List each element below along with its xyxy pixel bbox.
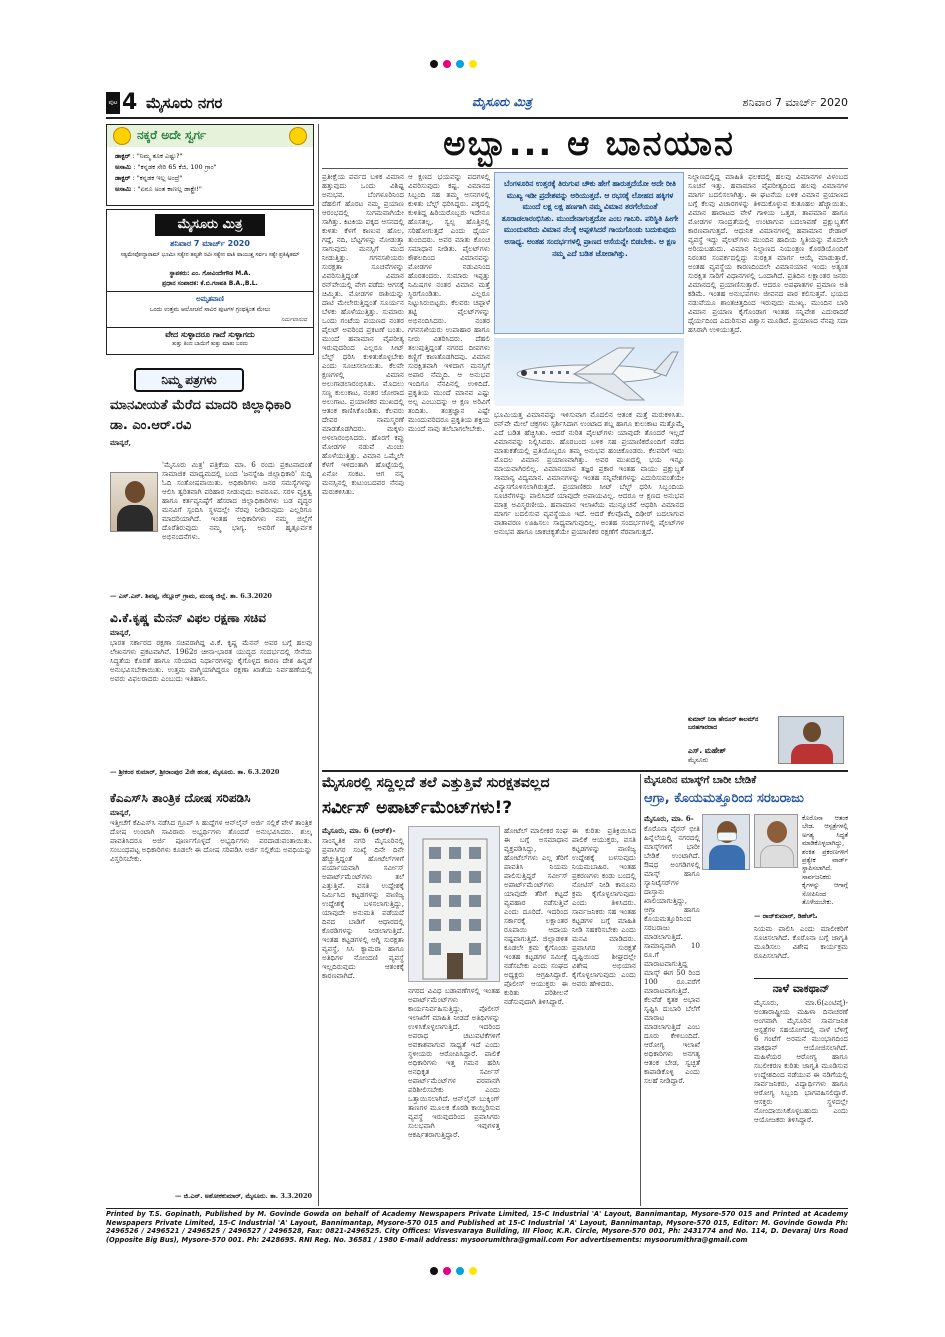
editorial-headline: ಅಬ್ಬಾ... ಆ ಬಾನಯಾನ: [443, 124, 735, 164]
reg-mark-yellow: [469, 60, 477, 68]
reg-mark-cyan: [456, 60, 464, 68]
column-divider: [640, 774, 641, 1206]
joke-lines: [115, 151, 310, 195]
author-name: ಎಸ್. ಮಹೇಶ್: [688, 746, 727, 755]
person-body-icon: [117, 505, 153, 531]
reg-mark-cyan: [456, 1267, 464, 1275]
thought-title: ಅಮೃತವಾಣಿ: [196, 295, 224, 303]
editorial-col-1: ಪ್ರತೀಕ್ಷೆಯ ಪರ್ವದ ಬಳಿಕ ವಿಮಾನ ಹತ್ತುವುದು ಒಂದು ವಿಶಿಷ್ಟ ಅನುಭವ. ಬೆಂಗಳೂರಿನಿಂದ ದೆಹಲಿಗೆ ಹೊರಟ ನಮ್ಮ ಪ್ರಯಾಣ ಆರಂಭದಲ್ಲಿ ಸುಗಮವಾಗಿಯೇ ಸಾಗಿತ್ತು. ಕಿಟಕಿಯ ಪಕ್ಕದ ಆಸನದಲ್ಲಿ ಕುಳಿತು ಕೆಳಗೆ ಕಾಣುವ ಹೊಲ, ಗದ್ದೆ, ನದಿ, ಬೆಟ್ಟಗಳನ್ನು ನೋಡುತ್ತಾ ಸಾಗುವುದು ಮನಸ್ಸಿಗೆ ಮುದ ನೀಡುತ್ತಿತ್ತು. ಗಗನಸಖಿಯರು ಸುರಕ್ಷತಾ ಸೂಚನೆಗಳನ್ನು ವಿವರಿಸುತ್ತಿದ್ದಂತೆ ವಿಮಾನ ರನ್‌ವೇಯಲ್ಲಿ ವೇಗ ಪಡೆದು ಆಗಸಕ್ಕೆ ಚಿಮ್ಮಿತು. ಮೋಡಗಳ ರಾಶಿಯನ್ನು ದಾಟಿ ಮೇಲೇರುತ್ತಿದ್ದಂತೆ ಸೂರ್ಯನ ಬೆಳಕು ಹೊಳೆಯುತ್ತಿತ್ತು. ಸುಮಾರು ಒಂದು ಗಂಟೆಯ ಪಯಣದ ನಂತರ ಪೈಲಟ್‌ ಅವರಿಂದ ಪ್ರಕಟಣೆ ಬಂತು. ಮುಂದೆ ಹವಾಮಾನ ವೈಪರೀತ್ಯ ಇರುವುದರಿಂದ ಎಲ್ಲರೂ ಸೀಟ್ ಬೆಲ್ಟ್ ಧರಿಸಿ ಕುಳಿತುಕೊಳ್ಳಬೇಕು ಎಂದು ಸೂಚಿಸಲಾಯಿತು. ಕೆಲವೇ ಕ್ಷಣಗಳಲ್ಲಿ ವಿಮಾನ ಅಲುಗಾಡಲಾರಂಭಿಸಿತು. ಮೊದಲು ಸಣ್ಣ ಕುಲುಕಾಟ, ನಂತರ ಜೋರಾದ ಅಲುಗಾಟ. ಪ್ರಯಾಣಿಕರ ಮುಖದಲ್ಲಿ ಆತಂಕ ಕಾಣಿಸಿಕೊಂಡಿತು. ಕೆಲವರು ದೇವರ ನಾಮಸ್ಮರಣೆ ಮಾಡತೊಡಗಿದರು. ಮಕ್ಕಳು ಅಳಲಾರಂಭಿಸಿದರು. ಹೊರಗೆ ಕಪ್ಪು ಮೋಡಗಳ ನಡುವೆ ಮಿಂಚು ಹೊಳೆಯುತ್ತಿತ್ತು. ವಿಮಾನ ಒಮ್ಮೆಲೇ ಕೆಳಗೆ ಇಳಿದಂತಾಗಿ ಹೊಟ್ಟೆಯಲ್ಲಿ ಏನೋ ಸಂಕಟ. ಆಗ ನನ್ನ ಮನಸ್ಸಿನಲ್ಲಿ ಕುಟುಂಬದವರ ನೆನಪು ಮರುಕಳಿಸಿತು.: [322, 172, 404, 496]
story2-col-2: ನಗರದ ವಿವಿಧ ಬಡಾವಣೆಗಳಲ್ಲಿ ಇಂತಹ ಅಪಾರ್ಟ್‌ಮೆಂಟ್‌ಗಳು ಕಾರ್ಯನಿರ್ವಹಿಸುತ್ತಿದ್ದು, ಪೊಲೀಸ್ ಇಲಾಖೆಗೆ ಮಾಹಿತಿ ನೀಡದೆ ಅತಿಥಿಗಳನ್ನು ಉಳಿಸಿಕೊಳ್ಳಲಾಗುತ್ತಿದೆ. ಇದರಿಂದ ಅಪರಾಧ ಚಟುವಟಿಕೆಗಳಿಗೆ ಅವಕಾಶವಾಗುವ ಸಾಧ್ಯತೆ ಇದೆ ಎಂದು ಸ್ಥಳೀಯರು ಆರೋಪಿಸಿದ್ದಾರೆ. ಪಾಲಿಕೆ ಅಧಿಕಾರಿಗಳು ಇತ್ತ ಗಮನ ಹರಿಸಿ ಅನಧಿಕೃತ ಸರ್ವೀಸ್ ಅಪಾರ್ಟ್‌ಮೆಂಟ್‌ಗಳ ಪರವಾನಗಿ ಪರಿಶೀಲಿಸಬೇಕು ಎಂದು ಒತ್ತಾಯಿಸಲಾಗಿದೆ. ಆನ್‌ಲೈನ್ ಬುಕ್ಕಿಂಗ್ ತಾಣಗಳ ಮೂಲಕ ಕೊಠಡಿ ಕಾಯ್ದಿರಿಸುವ ವ್ಯವಸ್ಥೆ ಇರುವುದರಿಂದ ಪ್ರವಾಸಿಗರು ಸುಲಭವಾಗಿ ಇವುಗಳತ್ತ ಆಕರ್ಷಿತರಾಗುತ್ತಿದ್ದಾರೆ.: [408, 986, 500, 1139]
airplane-photo: [494, 338, 684, 406]
nameplate-founder: ಸ್ಥಾಪಕರು: ಎಂ. ಗೋವಿಂದೇಗೌಡ M.A.: [169, 270, 251, 277]
masthead-paper-name: ಮೈಸೂರು ಮಿತ್ರ: [472, 95, 532, 109]
story3-body-col: [702, 874, 750, 1204]
letter-2-signature: — ಶ್ರೀಕಂಠ ಕುಮಾರ್, ಶ್ರೀರಾಂಪುರ 2ನೇ ಹಂತ, ಮೈಸೂರು. ತಾ. 6.3.2020: [110, 768, 280, 776]
story3-dateline: ಮೈಸೂರು, ಮಾ. 6-: [644, 814, 694, 823]
imprint-rule: [106, 1208, 848, 1209]
person-body-icon: [709, 845, 745, 870]
masthead-rule: [106, 117, 848, 119]
story2-kicker: ಮೈಸೂರಲ್ಲಿ ಸದ್ದಿಲ್ಲದೆ ತಲೆ ಎತ್ತುತ್ತಿವೆ ಸುರಕ್ಷತವಲ್ಲದ: [322, 775, 550, 791]
letter-1-signature: — ಎಸ್.ಎನ್. ಶಿವಪ್ಪ, ನೆಲ್ಲೂರ್ ಗ್ರಾಮ, ಮಂಡ್ಯ ಜಿಲ್ಲೆ. ತಾ. 6.3.2020: [110, 592, 272, 600]
page-number: 4: [122, 90, 138, 115]
story4-headline: ನಾಳೆ ವಾಕಥಾನ್: [772, 982, 830, 995]
person-head-icon: [803, 722, 821, 742]
airplane-icon: [494, 338, 684, 406]
thought-text: ಒಂದು ಉತ್ತಮ ಆಲೋಚನೆ ಸಾವಿರ ಪುಟಗಳ ಗ್ರಂಥಕ್ಕಿಂತ ಮೇಲು: [149, 306, 271, 313]
joke-line: ಡಾಕ್ಟರ್ : "ಕನ್ನಡಕ ಇಲ್ಲ ಅಂದ್ರೆ": [115, 174, 183, 182]
letter-1-greeting: ಮಾನ್ಯರೆ,: [110, 438, 131, 447]
story2-col-4: ಈ ಕುರಿತು ಪ್ರತಿಕ್ರಿಯಿಸಿದ ಪಾಲಿಕೆ ಆಯುಕ್ತರು, ವಸತಿ ಕಟ್ಟಡಗಳನ್ನು ವಾಣಿಜ್ಯ ಉದ್ದೇಶಕ್ಕೆ ಬಳಸುವುದು ನಿಯಮಬಾಹಿರ. ಇಂತಹ ಪ್ರಕರಣಗಳು ಕಂಡು ಬಂದಲ್ಲಿ ನೋಟಿಸ್ ನೀಡಿ ಕಾನೂನು ಕ್ರಮ ಕೈಗೊಳ್ಳಲಾಗುವುದು ಎಂದು ತಿಳಿಸಿದರು. ಸಾರ್ವಜನಿಕರು ಸಹ ಇಂತಹ ಕಟ್ಟಡಗಳ ಬಗ್ಗೆ ಮಾಹಿತಿ ನೀಡಿ ಸಹಕರಿಸಬೇಕು ಎಂದು ಮನವಿ ಮಾಡಿದರು. ಪ್ರವಾಸಿಗರ ಸುರಕ್ಷತೆ ದೃಷ್ಟಿಯಿಂದ ಶೀಘ್ರದಲ್ಲೇ ವಿಶೇಷ ಅಭಿಯಾನ ಕೈಗೊಳ್ಳಲಾಗುವುದು ಎಂದು ಅವರು ಹೇಳಿದರು.: [572, 826, 636, 988]
author-kicker: ಕುಮಾರ್ ನಿರಾ ಹೇರೂರ್ ಕಾಲಮ್‌ನ ಬರಹಗಾರರಾದ: [688, 716, 759, 731]
editorial-col-3: ಭೂಮಿಯತ್ತ ವಿಮಾನವನ್ನು ಇಳಿಸುವಾಗ ಮೊದಲಿನ ಆತಂಕ ಮತ್ತೆ ಮರುಕಳಿಸಿತು. ರನ್‌ವೇ ಮೇಲೆ ಚಕ್ರಗಳು ಸ್ಪರ್ಶಿಸಿದಾಗ ಉಂಟಾದ ಶಬ್ದ ಹಾಗೂ ಕುಲುಕಾಟ ಮತ್ತೊಮ್ಮೆ ಎದೆ ಬಡಿತ ಹೆಚ್ಚಿಸಿತು. ಆದರೆ ನುರಿತ ಪೈಲಟ್‌ಗಳು ಯಾವುದೇ ತೊಂದರೆ ಇಲ್ಲದೆ ವಿಮಾನವನ್ನು ನಿಲ್ಲಿಸಿದರು. ಹೊರಬಂದ ಬಳಿಕ ಸಹ ಪ್ರಯಾಣಿಕರೊಂದಿಗೆ ನಡೆದ ಮಾತುಕತೆಯಲ್ಲಿ ಪ್ರತಿಯೊಬ್ಬರೂ ತಮ್ಮ ಅನುಭವ ಹಂಚಿಕೊಂಡರು. ಕೆಲವರಿಗೆ ಇದು ಮೊದಲ ವಿಮಾನ ಪ್ರಯಾಣವಾಗಿತ್ತು. ಅವರ ಮುಖದಲ್ಲಿ ಭಯ ಇನ್ನೂ ಮಾಯವಾಗಿರಲಿಲ್ಲ. ವಿಮಾನಯಾನ ತಜ್ಞರ ಪ್ರಕಾರ ಇಂತಹ ವಾಯು ಪ್ರಕ್ಷುಬ್ಧತೆ ಸಾಮಾನ್ಯ ವಿದ್ಯಮಾನ. ವಿಮಾನಗಳನ್ನು ಇಂತಹ ಸನ್ನಿವೇಶಗಳನ್ನು ಎದುರಿಸುವಂತೆಯೇ ವಿನ್ಯಾಸಗೊಳಿಸಲಾಗಿರುತ್ತದೆ. ಪ್ರಯಾಣಿಕರು ಸೀಟ್ ಬೆಲ್ಟ್ ಧರಿಸಿ ಸಿಬ್ಬಂದಿಯ ಸೂಚನೆಗಳನ್ನು ಪಾಲಿಸಿದರೆ ಯಾವುದೇ ಅಪಾಯವಿಲ್ಲ. ಆದರೂ ಆ ಕ್ಷಣದ ಅನುಭವ ಮಾತ್ರ ಅವಿಸ್ಮರಣೀಯ. ಹವಾಮಾನ ಇಲಾಖೆಯ ಮುನ್ಸೂಚನೆ ಆಧರಿಸಿ ವಿಮಾನದ ಮಾರ್ಗ ಬದಲಿಸುವ ವ್ಯವಸ್ಥೆಯೂ ಇದೆ. ಆದರೆ ಕೆಲವೊಮ್ಮೆ ದಿಢೀರ್ ಬದಲಾಗುವ ವಾತಾವರಣ ಊಹಿಸಲು ಸಾಧ್ಯವಾಗುವುದಿಲ್ಲ. ಅಂತಹ ಸಂದರ್ಭಗಳಲ್ಲಿ ಪೈಲಟ್‌ಗಳ ಅನುಭವ ಹಾಗೂ ಚಾಕಚಕ್ಯತೆಯೇ ಪ್ರಯಾಣಿಕರ ರಕ್ಷಣೆಗೆ ನೆರವಾಗುತ್ತದೆ.: [494, 410, 684, 536]
letter-3-greeting: ಮಾನ್ಯರೆ,: [110, 808, 131, 817]
thought-author: ನಿರ್ಮಲಾನಂದ: [281, 317, 307, 323]
joke-line: ಅಸಾಮಿ : "ಏನೂ ಅಂತ ಕಾಣಲ್ಲ ಡಾಕ್ಟ್ರೇ!": [115, 185, 202, 193]
pull-quote-box: [494, 172, 684, 334]
pull-quote-text: ಬೆಂಗಳೂರಿನ ಉತ್ತರಕ್ಕೆ ತಿರುಗುವ ಚೌಕು ಹೇಗೆ ಹಾರುತ್ತದೆಯೋ ಅದೇ ರೀತಿ ಮುಖ್ಯ ಇಡೀ ಪ್ರದೇಶವನ್ನು ಅರಿಯುತ್ತದೆ. ಆ ರಭಸಕ್ಕೆ ಲೋಹದ ಹಕ್ಕಿಗಳ ಮುಂದೆ ಲಕ್ಷ ಲಕ್ಷ ಹಣಗಾಗಿ ನಮ್ಮ ವಿಮಾನ ತರಗೆಲೆಯಂತೆ ತೂರಾಡಲಾರಂಭಿಸಿತು. ಮುಂದೇನಾಗುತ್ತದೋ ಎಂಬ ಗಾಬರಿ. ಪರಿಸ್ಥಿತಿ ಹೀಗೇ ಮುಂದುವರಿದು ವಿಮಾನ ನೆಲಕ್ಕೆ ಅಪ್ಪಳಿಸಿದರೆ ಗಾಯಗೊಂಡು ಬದುಕುವುದು ಅಸಾಧ್ಯ. ಅಂತಹ ಸಂದರ್ಭಗಳಲ್ಲಿ ಪ್ರಾಣದ ಆಸೆಯನ್ನೇ ಬಿಡಬೇಕು. ಆ ಕ್ಷಣ ನಮ್ಮ ಎದೆ ಬಡಿತ ಜೋರಾಗಿತ್ತು.: [501, 179, 679, 258]
nameplate-divider: [107, 291, 313, 292]
story4-body: ಮೈಸೂರು, ಮಾ.6(ಎಂಟಿವೈ)- ಅಂತಾರಾಷ್ಟ್ರೀಯ ಮಹಿಳಾ ದಿನಾಚರಣೆ ಅಂಗವಾಗಿ ಮೈಸೂರಿನ ಸಾರ್ವಜನಿಕ ಆಸ್ಪತ್ರೆಗಳ ಸಹಯೋಗದಲ್ಲಿ ನಾಳೆ ಬೆಳಿಗ್ಗೆ 6 ಗಂಟೆಗೆ ಅರಮನೆ ಮುಂಭಾಗದಿಂದ ವಾಕಥಾನ್ ಆಯೋಜಿಸಲಾಗಿದೆ. ಮಹಿಳೆಯರ ಆರೋಗ್ಯ ಹಾಗೂ ಸಬಲೀಕರಣ ಕುರಿತು ಜಾಗೃತಿ ಮೂಡಿಸುವ ಉದ್ದೇಶದಿಂದ ನಡೆಯುವ ಈ ನಡಿಗೆಯಲ್ಲಿ ಸಾರ್ವಜನಿಕರು, ವಿದ್ಯಾರ್ಥಿಗಳು ಹಾಗೂ ಆರೋಗ್ಯ ಸಿಬ್ಬಂದಿ ಭಾಗವಹಿಸಲಿದ್ದಾರೆ. ಆಸಕ್ತರು ಸ್ಥಳದಲ್ಲೇ ನೋಂದಾಯಿಸಿಕೊಳ್ಳಬಹುದು ಎಂದು ಆಯೋಜಕರು ತಿಳಿಸಿದ್ದಾರೆ.: [754, 998, 848, 1124]
laughing-face-icon: [113, 127, 131, 145]
nameplate-date: ಶನಿವಾರ 7 ಮಾರ್ಚ್ 2020: [170, 239, 250, 248]
proverb-1: ವೇದ ಸುಳ್ಳಾದರೂ ಗಾದೆ ಸುಳ್ಳಾಗದು: [165, 330, 255, 339]
imprint-text: Printed by T.S. Gopinath, Published by M. Govinde Gowda on behalf of Academy Newspapers Private Limited, 15-C Industrial 'A' Layout, Bannimantap, Mysore-570 015 and Printed at Academy Newspapers Private Limited, 15-C Industrial 'A' Layout, Bannimantap, Mysore-570 015 and Published at 15-C Industrial 'A' Layout, Bannimantap, Mysore-570 015, Editor: M. Govinde Gowda Ph: 2496526 / 2496521 / 2496525 / 2496527 / 2496528, Fax: 0821-2496525. City Offices: Visvesvaraya Building, III Floor, K.R. Circle, Mysore-570 001, Ph: 2431774 and No. 114, D. Devaraj Urs Road (Opposite Big Bus), Mysore-570 001. Ph: 2428695. RNI Reg. No. 36581 / 1980 E-mail address: mysoorumithra@gmail.com For advertisements: mysoorumithra@gmail.com: [106, 1210, 848, 1244]
story3-side-2: ನಿಯಮ ಪಾಲಿಸಿ ಎಂದು ಮಾಲೀಕರಿಗೆ ಸೂಚಿಸಲಾಗಿದೆ. ಕೊರೊನಾ ಬಗ್ಗೆ ಜಾಗೃತಿ ಮೂಡಿಸಲು ವಿಶೇಷ ಕಾರ್ಯಕ್ರಮ ರೂಪಿಸಲಾಗಿದೆ.: [754, 924, 848, 960]
reg-mark-magenta: [443, 60, 451, 68]
official-photo: [754, 814, 798, 868]
letter-2-title: ವಿ.ಕೆ.ಕೃಷ್ಣ ಮೆನನ್ ವಿಫಲ ರಕ್ಷಣಾ ಸಚಿವ: [110, 611, 266, 625]
masked-person-photo: [702, 814, 750, 870]
person-body-icon: [791, 744, 833, 764]
section-title: ಮೈಸೂರು ನಗರ: [146, 94, 223, 112]
letter-1-body: 'ಮೈಸೂರು ಮಿತ್ರ' ಪತ್ರಿಕೆಯ ಮಾ. 6 ರಂದು ಪ್ರಕಟವಾದಂತೆ ಸಾಮಾಜಿಕ ಮಾಧ್ಯಮದಲ್ಲಿ ಬಂದ 'ಜನಸ್ನೇಹಿ ಜಿಲ್ಲಾಧಿಕಾರಿ' ಸುದ್ದಿ ಓದಿ ಸಂತೋಷವಾಯಿತು. ಅಧಿಕಾರಿಗಳು ಜನರ ಸಮಸ್ಯೆಗಳನ್ನು ಆಲಿಸಿ ತ್ವರಿತವಾಗಿ ಪರಿಹಾರ ನೀಡುವುದು ಅಪರೂಪ. ಸರಳ ವ್ಯಕ್ತಿತ್ವ ಹಾಗೂ ಕರ್ತವ್ಯನಿಷ್ಠೆಗೆ ಹೆಸರಾದ ಜಿಲ್ಲಾಧಿಕಾರಿಗಳು ಬಡ ವೃದ್ಧರ ಮನವಿಗೆ ಸ್ಪಂದಿಸಿ ಸ್ಥಳದಲ್ಲೇ ನೆರವು ನೀಡಿರುವುದು ಎಲ್ಲರಿಗೂ ಮಾದರಿಯಾಗಿದೆ. ಇಂತಹ ಅಧಿಕಾರಿಗಳು ನಮ್ಮ ಜಿಲ್ಲೆಗೆ ದೊರೆತಿರುವುದು ನಮ್ಮ ಭಾಗ್ಯ. ಅವರಿಗೆ ಹೃತ್ಪೂರ್ವಕ ಅಭಿನಂದನೆಗಳು.: [162, 460, 312, 541]
nameplate-publisher: ಪ್ರಧಾನ ಸಂಪಾದಕ: ಕೆ.ಬಿ.ಗಣಪತಿ B.A.,B.L.: [162, 280, 258, 287]
letter-3-title: ಕೆಎಎಸ್‌ಸಿ ತಾಂತ್ರಿಕ ದೋಷ ಸರಿಪಡಿಸಿ: [110, 791, 251, 805]
headline-rule: [322, 168, 848, 169]
joke-line: ಡಾಕ್ಟರ್ : "ನಿಮ್ಮ ತೂಕ ಎಷ್ಟು?": [115, 152, 183, 160]
person-head-icon: [125, 481, 145, 503]
author-box: [688, 716, 848, 766]
joke-header: [107, 125, 313, 147]
person-head-icon: [767, 821, 787, 843]
letter-3-signature: — ಜಿ.ಎನ್. ಅಶೋಕಕುಮಾರ್, ಮೈಸೂರು. ತಾ. 3.3.2020: [174, 1192, 312, 1200]
author-photo: [778, 716, 844, 764]
joke-line: ಅಸಾಮಿ : "ಕನ್ನಡಕ ಸೇರಿ 65 ಕೆಜಿ, 100 ಗ್ರಾಂ": [115, 163, 217, 171]
story2-dateline: ಮೈಸೂರು, ಮಾ. 6 (ಆರ್‌ಕೆ)-: [322, 826, 396, 835]
story2-col-1: ಸಾಂಸ್ಕೃತಿಕ ನಗರಿ ಮೈಸೂರಿನಲ್ಲಿ ಪ್ರವಾಸಿಗರ ಸಂಖ್ಯೆ ದಿನೇ ದಿನೇ ಹೆಚ್ಚುತ್ತಿದ್ದಂತೆ ಹೋಟೆಲ್‌ಗಳಿಗೆ ಪರ್ಯಾಯವಾಗಿ ಸರ್ವೀಸ್ ಅಪಾರ್ಟ್‌ಮೆಂಟ್‌ಗಳು ತಲೆ ಎತ್ತುತ್ತಿವೆ. ವಸತಿ ಉದ್ದೇಶಕ್ಕೆ ನಿರ್ಮಿಸಿದ ಕಟ್ಟಡಗಳನ್ನು ವಾಣಿಜ್ಯ ಉದ್ದೇಶಕ್ಕೆ ಬಳಸಲಾಗುತ್ತಿದ್ದು, ಯಾವುದೇ ಅನುಮತಿ ಪಡೆಯದೆ ದಿನದ ಬಾಡಿಗೆ ಆಧಾರದಲ್ಲಿ ಕೊಠಡಿಗಳನ್ನು ನೀಡಲಾಗುತ್ತಿದೆ. ಇಂತಹ ಕಟ್ಟಡಗಳಲ್ಲಿ ಅಗ್ನಿ ಸುರಕ್ಷತಾ ವ್ಯವಸ್ಥೆ, ಸಿಸಿ ಕ್ಯಾಮರಾ ಹಾಗೂ ಅತಿಥಿಗಳ ನೋಂದಣಿ ವ್ಯವಸ್ಥೆ ಇಲ್ಲದಿರುವುದು ಆತಂಕಕ್ಕೆ ಕಾರಣವಾಗಿದೆ.: [322, 836, 404, 980]
story4-rule: [754, 978, 848, 979]
letter-1-photo: [110, 472, 158, 532]
letters-header: [106, 368, 314, 394]
letters-title-banner: ನಿಮ್ಮ ಪತ್ರಗಳು: [134, 368, 244, 392]
story3-body: ಕೊರೊನಾ ವೈರಸ್ ಭೀತಿ ಹಿನ್ನೆಲೆಯಲ್ಲಿ ನಗರದಲ್ಲಿ ಮಾಸ್ಕ್‌ಗಳಿಗೆ ಭಾರೀ ಬೇಡಿಕೆ ಉಂಟಾಗಿದೆ. ಔಷಧ ಅಂಗಡಿಗಳಲ್ಲಿ ಮಾಸ್ಕ್ ಹಾಗೂ ಸ್ಯಾನಿಟೈಸರ್‌ಗಳ ದಾಸ್ತಾನು ಖಾಲಿಯಾಗುತ್ತಿದ್ದು, ಆಗ್ರಾ ಹಾಗೂ ಕೊಯಮತ್ತೂರಿನಿಂದ ಸರಬರಾಜು ಮಾಡಲಾಗುತ್ತಿದೆ. ಸಾಮಾನ್ಯವಾಗಿ 10 ರೂ.ಗೆ ಮಾರಾಟವಾಗುತ್ತಿದ್ದ ಮಾಸ್ಕ್ ಈಗ 50 ರಿಂದ 100 ರೂ.ವರೆಗೆ ಮಾರಾಟವಾಗುತ್ತಿದೆ. ಕೆಲವೆಡೆ ಕೃತಕ ಅಭಾವ ಸೃಷ್ಟಿಸಿ ದುಬಾರಿ ಬೆಲೆಗೆ ಮಾರಾಟ ಮಾಡಲಾಗುತ್ತಿದೆ ಎಂಬ ದೂರು ಕೇಳಿಬಂದಿದೆ. ಆರೋಗ್ಯ ಇಲಾಖೆ ಅಧಿಕಾರಿಗಳು ಅನಗತ್ಯ ಆತಂಕ ಬೇಡ, ಸ್ವಚ್ಛತೆ ಕಾಪಾಡಿಕೊಳ್ಳಿ ಎಂದು ಸಲಹೆ ನೀಡಿದ್ದಾರೆ.: [644, 824, 700, 1085]
person-body-icon: [760, 845, 794, 868]
story3-kicker: ಮೈಸೂರಿನ ಮಾಸ್ಕ್‌ಗೆ ಬಾರೀ ಬೇಡಿಕೆ: [644, 775, 757, 786]
face-mask-icon: [717, 832, 737, 841]
letter-1: [106, 396, 314, 447]
story3-side-sign: — ರಾಜ್‌ಕುಮಾರ್, ಡಿಹೆಚ್‌ಓ: [754, 912, 818, 920]
letter-1-title: ಮಾನವೀಯತೆ ಮೆರೆದ ಮಾದರಿ ಜಿಲ್ಲಾಧಿಕಾರಿ ಡಾ. ಎಂ.ಆರ್.ರವಿ: [110, 398, 292, 433]
proverb-2: ತುತ್ತು ತಿಂದ ಬಾಯಿಗೆ ತುತ್ತು ಮಾತು ಬರದು: [172, 341, 248, 347]
apartment-photo: [408, 826, 500, 982]
editorial-col-4: ನಿಲ್ದಾಣದಲ್ಲಿದ್ದ ಮಾಹಿತಿ ಫಲಕದಲ್ಲಿ ಹಲವು ವಿಮಾನಗಳ ವಿಳಂಬದ ಸೂಚನೆ ಇತ್ತು. ಹವಾಮಾನ ವೈಪರೀತ್ಯದಿಂದ ಹಲವು ವಿಮಾನಗಳ ಮಾರ್ಗ ಬದಲಿಸಲಾಗಿತ್ತು. ಈ ಘಟನೆಯ ಬಳಿಕ ವಿಮಾನ ಪ್ರಯಾಣದ ಬಗ್ಗೆ ಕೆಲವು ವಿಚಾರಗಳನ್ನು ತಿಳಿದುಕೊಳ್ಳುವ ಕುತೂಹಲ ಹೆಚ್ಚಾಯಿತು. ವಿಮಾನ ಹಾರಾಟದ ವೇಳೆ ಗಾಳಿಯ ಒತ್ತಡ, ತಾಪಮಾನ ಹಾಗೂ ಮೋಡಗಳ ಸಾಂದ್ರತೆಯಲ್ಲಿ ಉಂಟಾಗುವ ಬದಲಾವಣೆ ಪ್ರಕ್ಷುಬ್ಧತೆಗೆ ಕಾರಣವಾಗುತ್ತದೆ. ಆಧುನಿಕ ವಿಮಾನಗಳಲ್ಲಿ ಹವಾಮಾನ ರೇಡಾರ್ ವ್ಯವಸ್ಥೆ ಇದ್ದು ಪೈಲಟ್‌ಗಳು ಮುಂದಿನ ಹಾದಿಯ ಸ್ಥಿತಿಯನ್ನು ಮೊದಲೇ ಅರಿಯಬಹುದು. ವಿಮಾನ ನಿಲ್ದಾಣದ ನಿಯಂತ್ರಣ ಕೊಠಡಿಯೊಂದಿಗೆ ನಿರಂತರ ಸಂಪರ್ಕದಲ್ಲಿದ್ದು ಸುರಕ್ಷಿತ ಮಾರ್ಗ ಆಯ್ಕೆ ಮಾಡುತ್ತಾರೆ. ಅಂತಹ ವ್ಯವಸ್ಥೆಯ ಕಾರಣದಿಂದಲೇ ವಿಮಾನಯಾನ ಇಂದು ಅತ್ಯಂತ ಸುರಕ್ಷಿತ ಸಾರಿಗೆ ವಿಧಾನಗಳಲ್ಲಿ ಒಂದಾಗಿದೆ. ಪ್ರತಿದಿನ ಲಕ್ಷಾಂತರ ಜನರು ವಿಮಾನದಲ್ಲಿ ಪ್ರಯಾಣಿಸುತ್ತಾರೆ. ಆದರೂ ಅಪಘಾತಗಳ ಪ್ರಮಾಣ ಅತಿ ಕಡಿಮೆ. ಇಂತಹ ಅನುಭವಗಳು ಜೀವನದ ಪಾಠ ಕಲಿಸುತ್ತವೆ. ಭಯದ ನಡುವೆಯೂ ಶಾಂತಚಿತ್ತದಿಂದ ಇರುವುದು ಮುಖ್ಯ. ಮುಂದಿನ ಬಾರಿ ವಿಮಾನ ಪ್ರಯಾಣ ಕೈಗೊಂಡಾಗ ಇಂತಹ ಸನ್ನಿವೇಶ ಎದುರಾದರೆ ಧೈರ್ಯದಿಂದ ಎದುರಿಸುವ ವಿಶ್ವಾಸ ಮೂಡಿದೆ. ಪ್ರಯಾಣದ ನೆನಪು ಸದಾ ಹಸಿರಾಗಿ ಉಳಿಯುತ್ತದೆ.: [688, 172, 848, 334]
joke-box: [106, 124, 314, 206]
story2-headline: ಸರ್ವೀಸ್ ಅಪಾರ್ಟ್‌ಮೆಂಟ್‌ಗಳು!?: [322, 798, 513, 818]
story3-side: ಕೊರೊನಾ ಆತಂಕ ಬೇಡ. ಆಸ್ಪತ್ರೆಗಳಲ್ಲಿ ಅಗತ್ಯ ಸಿದ್ಧತೆ ಮಾಡಿಕೊಳ್ಳಲಾಗಿದ್ದು, ಶಂಕಿತ ಪ್ರಕರಣಗಳಿಗೆ ಪ್ರತ್ಯೇಕ ವಾರ್ಡ್ ಸ್ಥಾಪಿಸಲಾಗಿದೆ. ಸಾರ್ವಜನಿಕರು ಕೈಗಳನ್ನು ಆಗಾಗ್ಗೆ ಸೋಪಿನಿಂದ ತೊಳೆಯಬೇಕು.: [802, 814, 848, 907]
letter-2-body: ಭಾರತ ಸರ್ಕಾರದ ರಕ್ಷಣಾ ಸಚಿವರಾಗಿದ್ದ ವಿ.ಕೆ. ಕೃಷ್ಣ ಮೆನನ್ ಅವರ ಬಗ್ಗೆ ಹಲವು ಲೇಖನಗಳು ಪ್ರಕಟವಾಗಿವೆ. 1962ರ ಚೀನಾ-ಭಾರತ ಯುದ್ಧದ ಸಂದರ್ಭದಲ್ಲಿ ಸೇನೆಯ ಸಿದ್ಧತೆಯ ಕೊರತೆ ಹಾಗೂ ಸರಿಯಾದ ನಿರ್ಧಾರಗಳನ್ನು ಕೈಗೊಳ್ಳದ ಕಾರಣ ದೇಶ ಹಿನ್ನಡೆ ಅನುಭವಿಸಬೇಕಾಯಿತು. ಉತ್ತಮ ವಾಗ್ಮಿಯಾಗಿದ್ದರೂ ರಕ್ಷಣಾ ಖಾತೆಯ ನಿರ್ವಹಣೆಯಲ್ಲಿ ಅವರು ವಿಫಲರಾದರು ಎಂಬುದು ಇತಿಹಾಸ.: [110, 638, 312, 683]
reg-mark-black: [430, 60, 438, 68]
reg-mark-black: [430, 1267, 438, 1275]
nameplate-motto: ಸತ್ಯಮೇವೋದ್ಧಾರಾಮ್ ಭೂಮಿಃ ಸತ್ಯೇನ ತಪ್ಯತೇ ರವಿಃ ಸತ್ಯೇನ ವಾತಿ ವಾಯುಶ್ಚ ಸರ್ವಂ ಸತ್ಯೇ ಪ್ರತಿಷ್ಠಿತಮ್: [120, 252, 300, 258]
joke-title: ನಕ್ಕರೆ ಅದೇ ಸ್ವರ್ಗ: [137, 128, 207, 142]
letter-2-greeting: ಮಾನ್ಯರೆ,: [110, 628, 131, 637]
building-icon: [409, 827, 501, 983]
letter-3-body: ಇತ್ತೀಚೆಗೆ ಕೆಪಿಎಸ್‌ಸಿ ನಡೆಸಿದ ಗ್ರೂಪ್ ಸಿ ಹುದ್ದೆಗಳ ಆನ್‌ಲೈನ್ ಅರ್ಜಿ ಸಲ್ಲಿಕೆ ವೇಳೆ ತಾಂತ್ರಿಕ ದೋಷ ಉಂಟಾಗಿ ಸಾವಿರಾರು ಅಭ್ಯರ್ಥಿಗಳು ತೊಂದರೆ ಅನುಭವಿಸಿದರು. ಶುಲ್ಕ ಪಾವತಿಸಿದರೂ ಅರ್ಜಿ ಪೂರ್ಣಗೊಳ್ಳದೆ ಅಭ್ಯರ್ಥಿಗಳು ಪರದಾಡುವಂತಾಯಿತು. ಸಂಬಂಧಪಟ್ಟ ಅಧಿಕಾರಿಗಳು ಕೂಡಲೇ ಈ ದೋಷ ಸರಿಪಡಿಸಿ ಅರ್ಜಿ ಸಲ್ಲಿಕೆಯ ಅವಧಿಯನ್ನು ವಿಸ್ತರಿಸಬೇಕು.: [110, 818, 312, 863]
laughing-face-icon: [289, 127, 307, 145]
page-label: ಪುಟ: [106, 92, 120, 114]
nameplate-logo: ಮೈಸೂರು ಮಿತ್ರ: [155, 214, 265, 236]
story2-col-3: ಹೋಟೆಲ್ ಮಾಲೀಕರ ಸಂಘ ಈ ಬಗ್ಗೆ ಅಸಮಾಧಾನ ವ್ಯಕ್ತಪಡಿಸಿದ್ದು, ಹೋಟೆಲ್‌ಗಳು ಎಲ್ಲ ತೆರಿಗೆ ಪಾವತಿಸಿ ನಿಯಮ ಪಾಲಿಸುತ್ತಿದ್ದರೆ ಸರ್ವೀಸ್ ಅಪಾರ್ಟ್‌ಮೆಂಟ್‌ಗಳು ಯಾವುದೇ ತೆರಿಗೆ ಕಟ್ಟದೆ ವ್ಯವಹಾರ ನಡೆಸುತ್ತಿವೆ ಎಂದು ದೂರಿದೆ. ಇದರಿಂದ ಸರ್ಕಾರಕ್ಕೆ ಲಕ್ಷಾಂತರ ರೂಪಾಯಿ ಆದಾಯ ನಷ್ಟವಾಗುತ್ತಿದೆ. ಜಿಲ್ಲಾಡಳಿತ ಕೂಡಲೇ ಕ್ರಮ ಕೈಗೊಂಡು ಇಂತಹ ಕಟ್ಟಡಗಳ ಸಮೀಕ್ಷೆ ನಡೆಸಬೇಕು ಎಂದು ಸಂಘದ ಅಧ್ಯಕ್ಷರು ಆಗ್ರಹಿಸಿದ್ದಾರೆ. ಪೊಲೀಸ್ ಆಯುಕ್ತರು ಈ ಕುರಿತು ಪರಿಶೀಲನೆ ನಡೆಸುವುದಾಗಿ ತಿಳಿಸಿದ್ದಾರೆ.: [504, 826, 568, 1006]
reg-mark-yellow: [469, 1267, 477, 1275]
masthead-date: ಶನಿವಾರ 7 ಮಾರ್ಚ್ 2020: [742, 96, 848, 109]
column-divider: [318, 124, 319, 1206]
masthead: [106, 92, 848, 116]
author-place: ಮೈಸೂರು: [688, 756, 709, 764]
story3-headline: ಆಗ್ರಾ, ಕೊಯಮತ್ತೂರಿಂದ ಸರಬರಾಜು: [644, 791, 804, 806]
editorial-col-2: ಆ ಕ್ಷಣದ ಭಯವನ್ನು ಪದಗಳಲ್ಲಿ ವಿವರಿಸುವುದು ಕಷ್ಟ. ವಿಮಾನದ ಸಿಬ್ಬಂದಿ ಸಹ ತಮ್ಮ ಆಸನಗಳಲ್ಲಿ ಕುಳಿತು ಬೆಲ್ಟ್ ಧರಿಸಿದ್ದರು. ಪಕ್ಕದಲ್ಲಿ ಕುಳಿತಿದ್ದ ಹಿರಿಯರೊಬ್ಬರು ಇದೇನೂ ಹೊಸತಲ್ಲ, ಸ್ವಲ್ಪ ಹೊತ್ತಿನಲ್ಲಿ ಸರಿಹೋಗುತ್ತದೆ ಎಂದು ಧೈರ್ಯ ತುಂಬಿದರು. ಅವರ ಮಾತು ಕೊಂಚ ಸಮಾಧಾನ ನೀಡಿತು. ಪೈಲಟ್‌ಗಳು ಕೌಶಲದಿಂದ ವಿಮಾನವನ್ನು ಮೋಡಗಳ ನಡುವಿನಿಂದ ಹೊರತಂದರು. ಸುಮಾರು ಇಪ್ಪತ್ತು ನಿಮಿಷಗಳ ನಂತರ ವಿಮಾನ ಮತ್ತೆ ಸ್ಥಿರಗೊಂಡಿತು. ಎಲ್ಲರೂ ನಿಟ್ಟುಸಿರುಬಿಟ್ಟರು. ಕೆಲವರು ಚಪ್ಪಾಳೆ ತಟ್ಟಿ ಪೈಲಟ್‌ಗಳನ್ನು ಅಭಿನಂದಿಸಿದರು. ನಂತರ ಗಗನಸಖಿಯರು ಉಪಾಹಾರ ಹಾಗೂ ನೀರು ವಿತರಿಸಿದರು. ದೆಹಲಿ ತಲುಪುತ್ತಿದ್ದಂತೆ ನಗರದ ದೀಪಗಳು ಕಣ್ಣಿಗೆ ಕಾಣತೊಡಗಿದವು. ವಿಮಾನ ಸುರಕ್ಷಿತವಾಗಿ ಇಳಿದಾಗ ಮನಸ್ಸಿಗೆ ಅಪಾರ ನೆಮ್ಮದಿ. ಆ ಅನುಭವ ಇಂದಿಗೂ ನೆನಪಿನಲ್ಲಿ ಉಳಿದಿದೆ. ಪ್ರಕೃತಿಯ ಮುಂದೆ ಮಾನವ ಎಷ್ಟು ಅಲ್ಪ ಎಂಬುದನ್ನು ಆ ಕ್ಷಣ ಅರಿವಿಗೆ ತಂದಿತು. ತಂತ್ರಜ್ಞಾನ ಎಷ್ಟೇ ಮುಂದುವರಿದರೂ ಪ್ರಕೃತಿಯ ಶಕ್ತಿಯ ಮುಂದೆ ನಾವು ತಲೆಬಾಗಲೇಬೇಕು.: [408, 172, 490, 433]
nameplate-box: [106, 209, 314, 355]
section-rule: [322, 770, 848, 772]
reg-mark-magenta: [443, 1267, 451, 1275]
nameplate-footer: [107, 327, 313, 354]
